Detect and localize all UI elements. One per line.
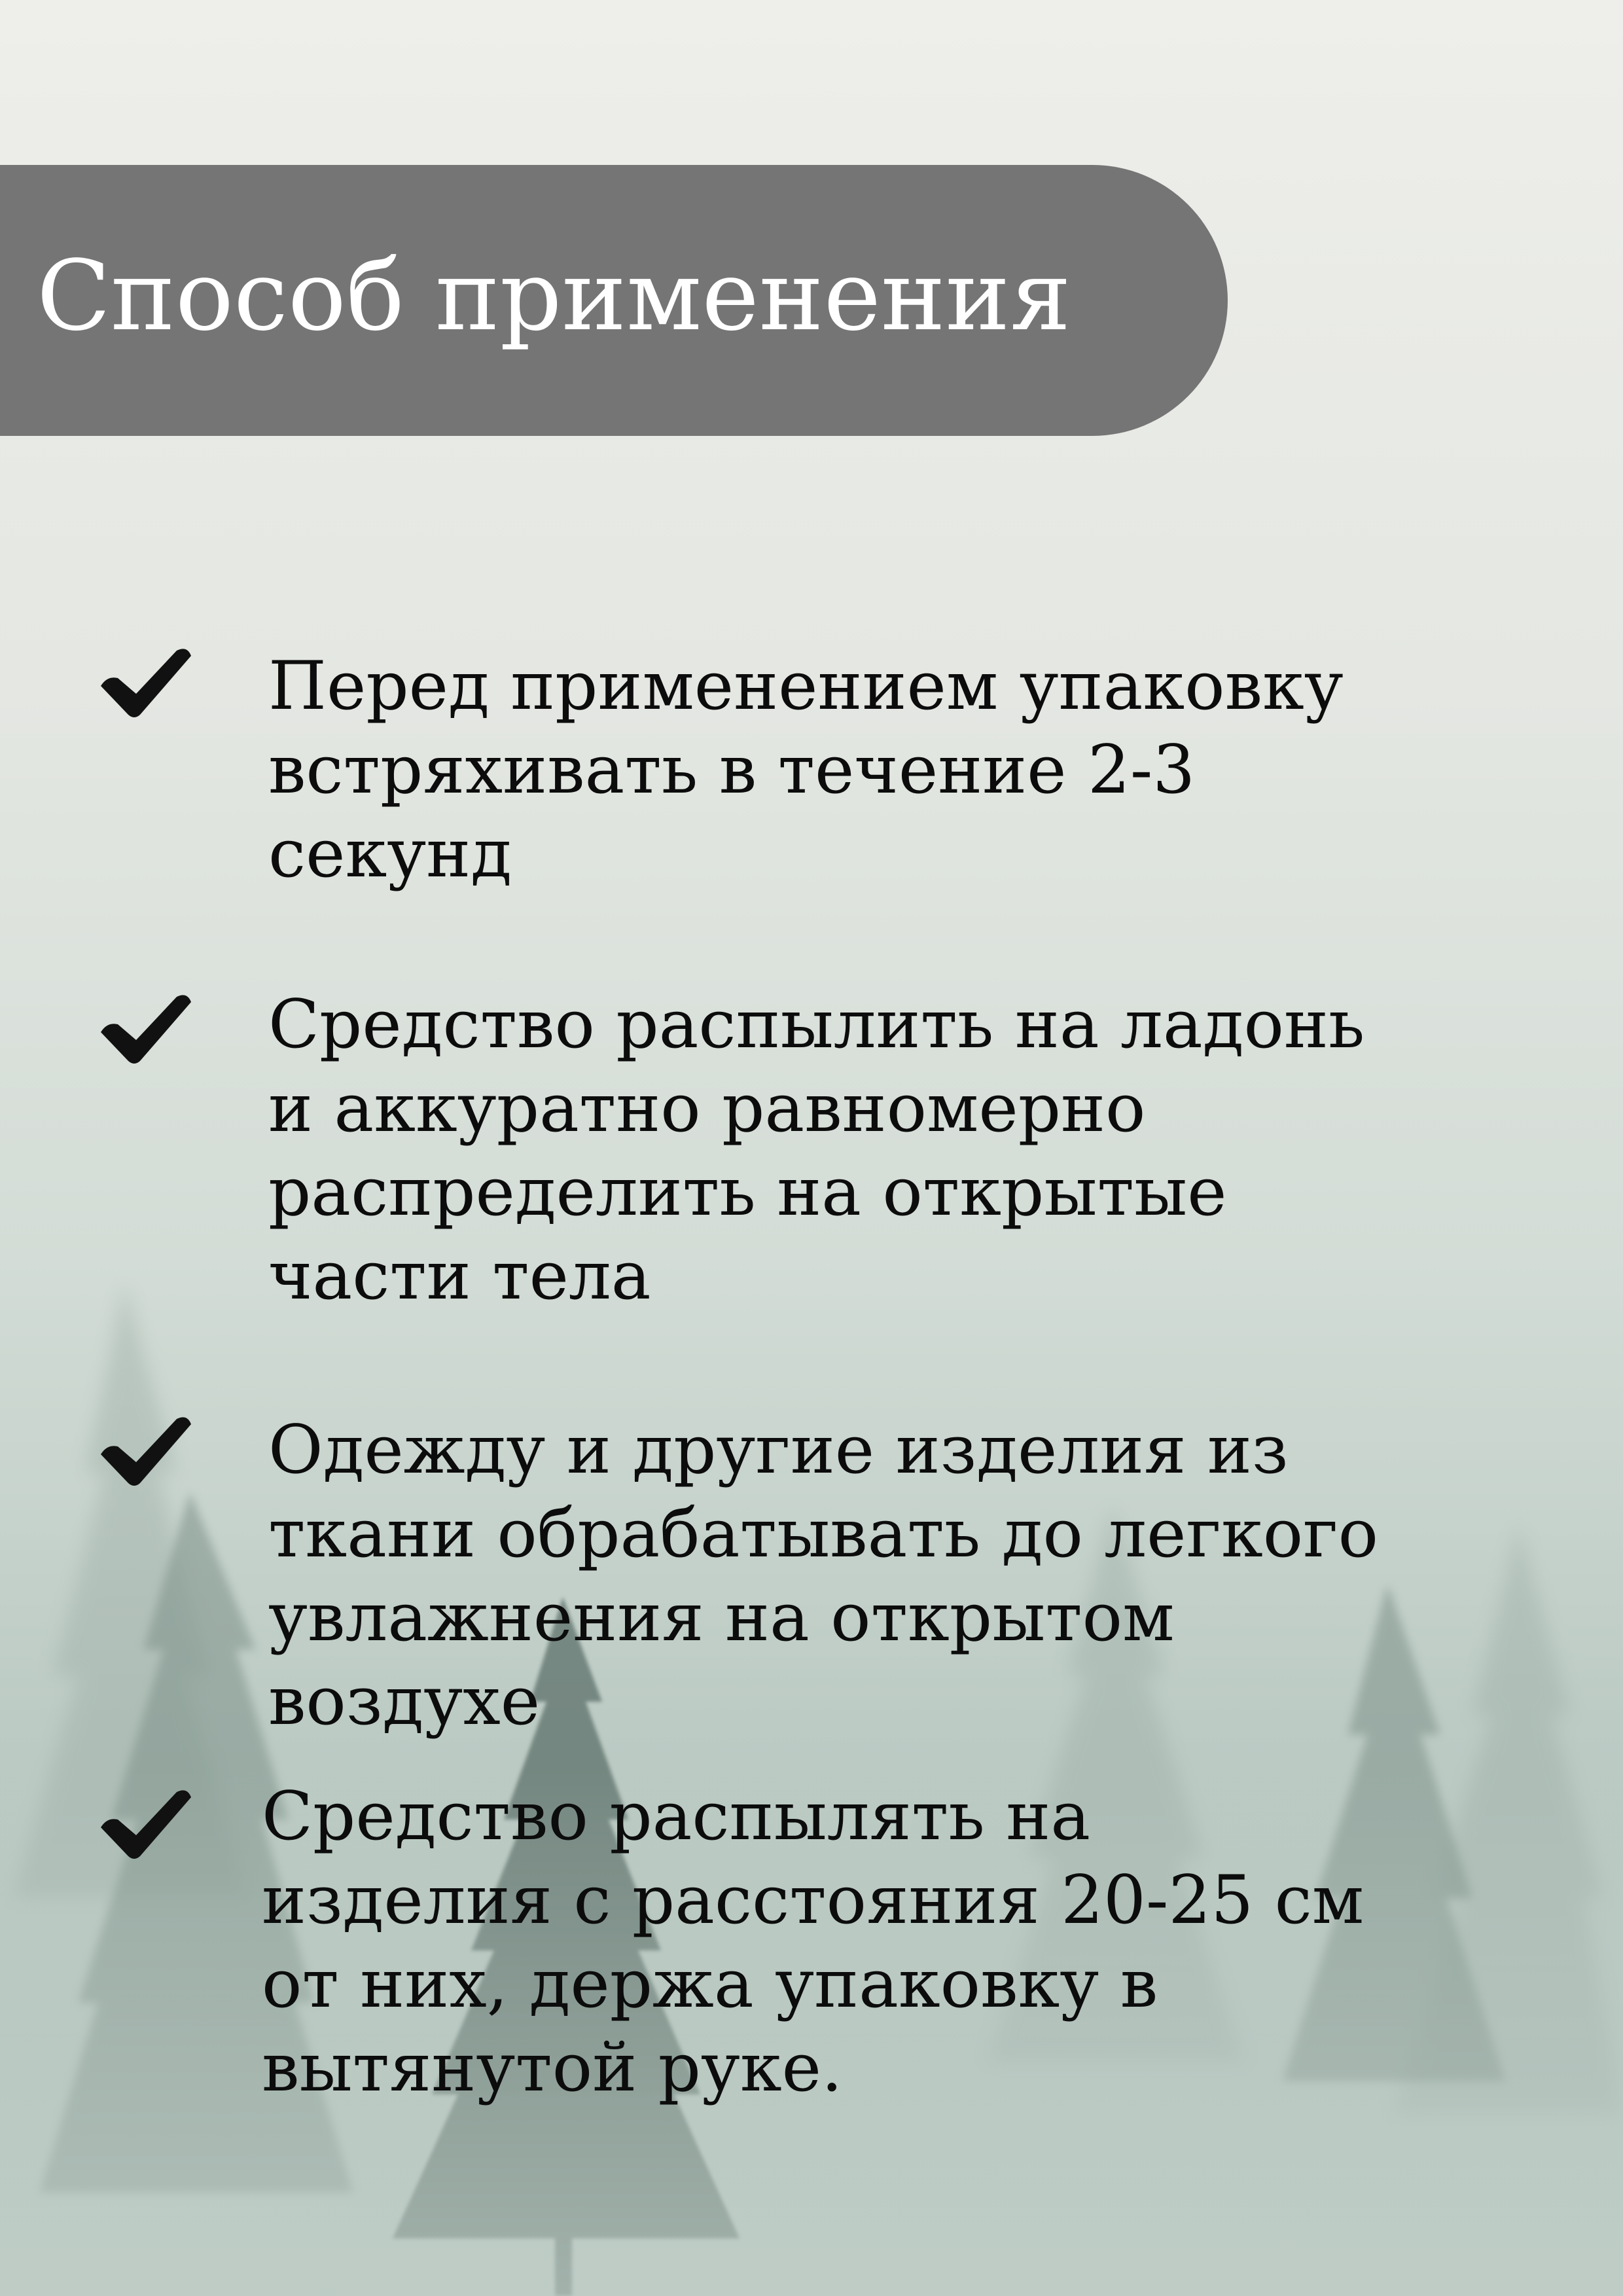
- instruction-text-2: Средство распылить на ладонь и аккуратно равномерно распределить на открытые части тела: [268, 986, 1365, 1315]
- check-icon: [98, 993, 193, 1065]
- check-icon: [98, 647, 193, 719]
- instruction-text-3: Одежду и другие изделия из ткани обрабатывать до легкого увлажнения на открытом воздухе: [268, 1411, 1378, 1740]
- check-icon: [98, 1788, 193, 1860]
- instruction-text-4: Средство распылять на изделия с расстояния 20-25 см от них, держа упаковку в вытянутой руке.: [262, 1778, 1364, 2107]
- instruction-text-1: Перед применением упаковку встряхивать в течение 2-3 секунд: [268, 647, 1344, 893]
- check-icon: [98, 1415, 193, 1487]
- page-title: Способ применения: [37, 240, 1071, 352]
